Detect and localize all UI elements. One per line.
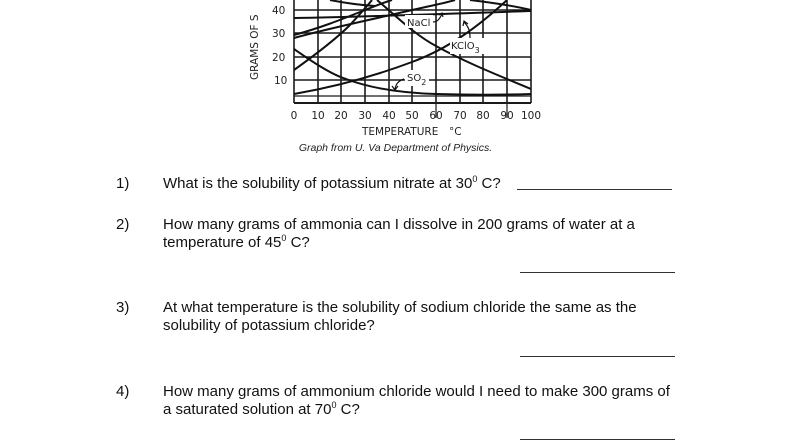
- question-text: At what temperature is the solubility of sodium chloride the same as the solubility of potassium chloride?: [163, 299, 637, 334]
- x-axis-label: TEMPERATURE: [362, 126, 439, 138]
- curve-labels: [392, 13, 486, 90]
- x-tick: 70: [453, 110, 467, 122]
- x-tick: 60: [429, 110, 443, 122]
- x-tick: 30: [358, 110, 372, 122]
- x-tick: 0: [290, 110, 298, 122]
- x-tick: 20: [334, 110, 348, 122]
- y-tick: 20: [272, 52, 286, 64]
- answer-blank-2[interactable]: [520, 272, 675, 273]
- label-nacl: NaCl: [407, 18, 431, 29]
- x-axis-title: [361, 126, 462, 138]
- label-kclo3: KClO$_3$: [451, 41, 480, 55]
- curve-top-right: [470, 0, 531, 10]
- question-text: How many grams of ammonia can I dissolve in 200 grams of water at a temperature of $45^0$ C?: [163, 216, 635, 251]
- y-tick: 40: [272, 5, 286, 17]
- y-ticks: [272, 5, 287, 87]
- question-number: 2): [116, 216, 130, 233]
- x-tick: 10: [311, 110, 325, 122]
- y-axis-label: [249, 14, 261, 80]
- x-ticks: [291, 110, 541, 122]
- y-axis-title: GRAMS OF S: [249, 14, 261, 80]
- question-number: 3): [116, 299, 130, 316]
- y-tick: 10: [274, 75, 288, 87]
- question-number: 4): [116, 383, 130, 400]
- x-tick: 40: [382, 110, 396, 122]
- x-tick: 90: [500, 110, 514, 122]
- x-tick: 100: [520, 110, 542, 122]
- y-tick: 30: [272, 28, 286, 40]
- solubility-chart: [0, 0, 791, 160]
- question-number: 1): [116, 175, 130, 192]
- question-text: How many grams of ammonium chloride would I need to make 300 grams of a saturated solution at $70^0$ C?: [163, 383, 670, 418]
- x-axis-unit: °C: [449, 126, 462, 138]
- x-tick: 80: [476, 110, 490, 122]
- answer-blank-3[interactable]: [520, 356, 675, 357]
- x-tick: 50: [405, 110, 419, 122]
- answer-blank-1[interactable]: [517, 189, 672, 190]
- label-so2: $SO_2$: [407, 73, 427, 87]
- chart-caption: Graph from U. Va Department of Physics.: [298, 142, 493, 154]
- question-text: What is the solubility of potassium nitrate at $30^0$ C?: [163, 174, 501, 192]
